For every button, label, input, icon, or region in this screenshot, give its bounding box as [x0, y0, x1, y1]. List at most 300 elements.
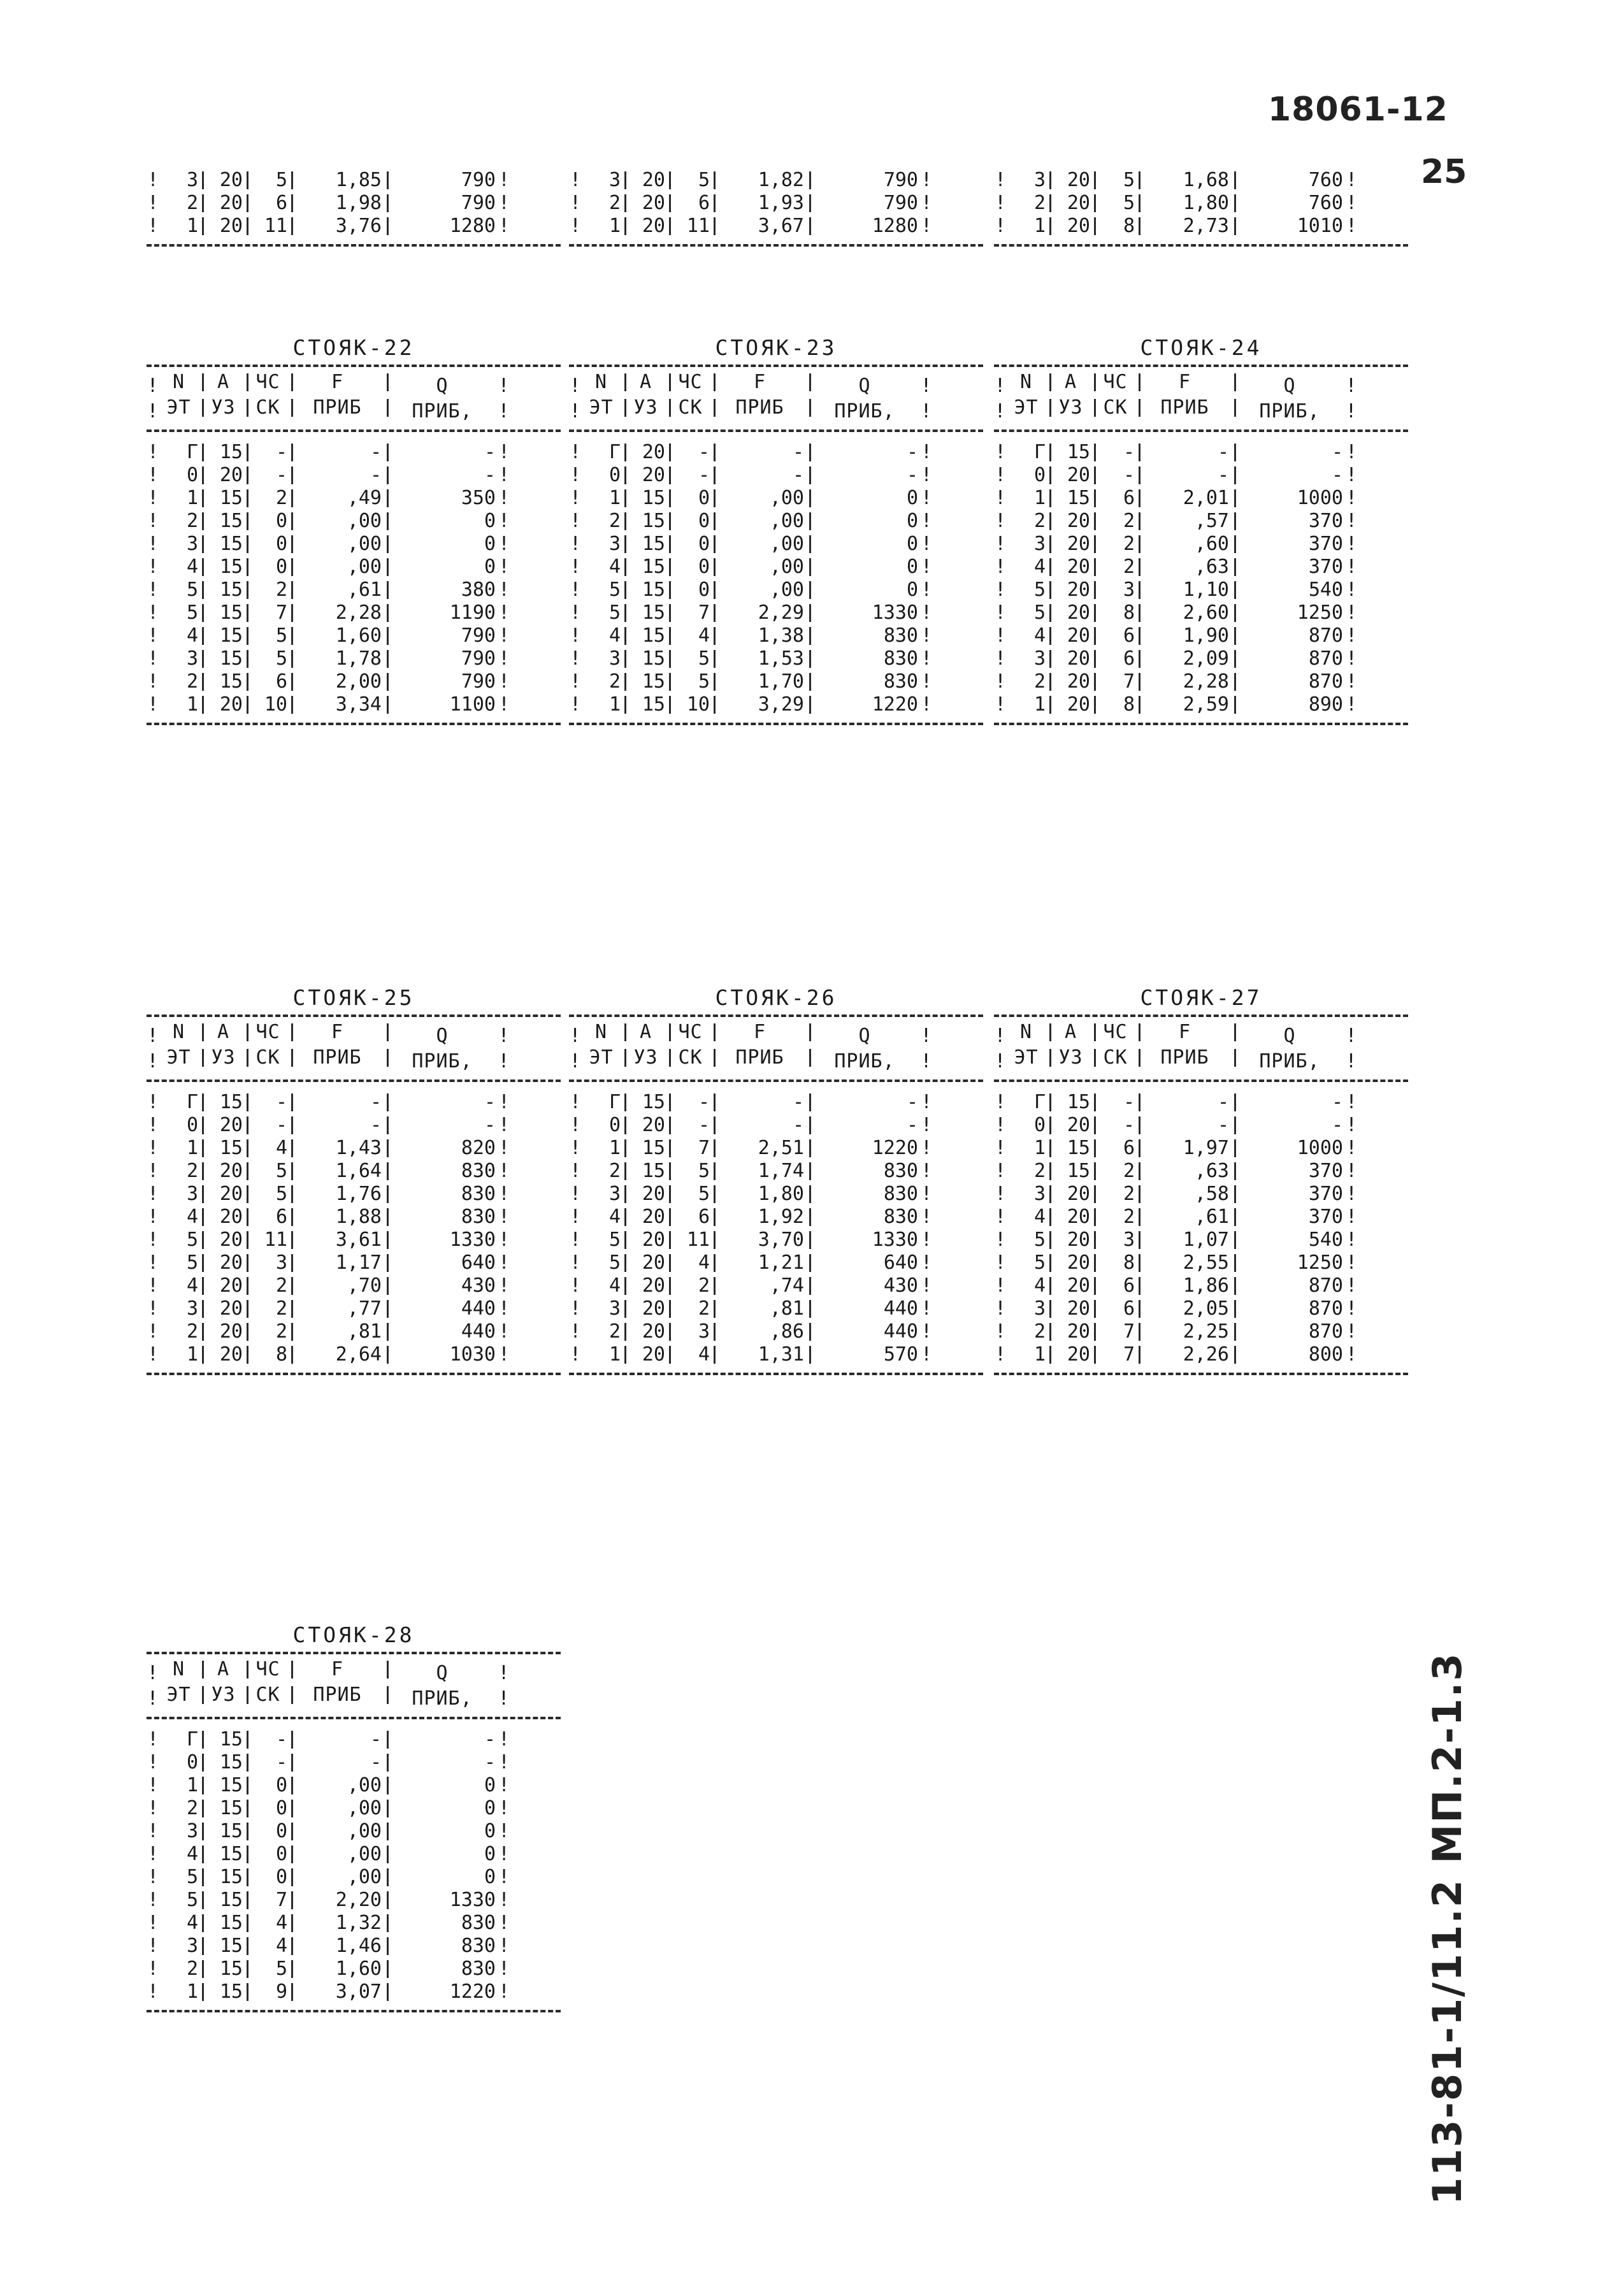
sections-cell: 7 [248, 1891, 293, 1909]
f-area-cell: 2,29 [716, 604, 811, 622]
table-row [569, 1114, 983, 1137]
row-bar-left: ! [569, 647, 582, 670]
row-bar-left: ! [994, 441, 1007, 463]
etazh-cell: N [159, 1661, 204, 1679]
sections-cell: 0 [671, 581, 716, 599]
row-bar-left: ! [994, 602, 1007, 624]
q-power-cell: 790 [461, 169, 496, 191]
sections-cell: 5 [248, 650, 293, 668]
dn-cell: 15 [204, 1094, 248, 1111]
q-power-cell: ПРИБ, [412, 1687, 473, 1710]
dn-cell: 20 [204, 1254, 248, 1272]
table-row [147, 441, 561, 464]
table-row [569, 1343, 983, 1366]
dn-cell: 15 [626, 1162, 671, 1180]
row-bar-right: ! [1345, 1274, 1358, 1297]
f-area-cell: 1,85 [293, 171, 389, 189]
row-bar-right: ! [1345, 556, 1358, 578]
table-fragment [569, 169, 983, 247]
dn-cell: 15 [204, 1823, 248, 1840]
etazh-cell: 2 [582, 1162, 626, 1180]
f-area-cell: ПРИБ [1140, 399, 1236, 417]
dn-cell: 20 [1051, 1116, 1096, 1134]
sections-cell: 3 [248, 1254, 293, 1272]
q-power-cell: 1280 [449, 215, 496, 237]
table-header-row [147, 1046, 561, 1074]
row-bar-left: ! [147, 533, 159, 555]
row-bar-right: ! [920, 1160, 933, 1182]
dn-cell: 15 [204, 627, 248, 645]
dn-cell: 20 [1051, 627, 1096, 645]
f-area-cell: 2,01 [1140, 489, 1236, 507]
table-row [147, 1091, 561, 1114]
table-row [569, 602, 983, 625]
q-power-cell: - [1331, 1114, 1343, 1136]
table-row [147, 1935, 561, 1958]
f-area-cell: ,00 [293, 1868, 389, 1886]
etazh-cell: 3 [1007, 171, 1051, 189]
table-row [994, 464, 1408, 487]
row-bar-right: ! [1345, 602, 1358, 624]
f-area-cell: 1,21 [716, 1254, 811, 1272]
row-bar-right: ! [1345, 1114, 1358, 1136]
table-row [569, 1252, 983, 1274]
row-bar-left: ! [147, 1050, 159, 1072]
table-row [147, 1889, 561, 1912]
sections-cell: СК [671, 1049, 716, 1067]
q-power-cell: - [906, 1114, 918, 1136]
sections-cell: 4 [671, 1254, 716, 1272]
table-header-row [994, 373, 1408, 399]
dn-cell: А [204, 373, 248, 391]
etazh-cell: 2 [1007, 1162, 1051, 1180]
row-bar-right: ! [920, 1297, 933, 1320]
dn-cell: 15 [204, 1139, 248, 1157]
row-bar-left: ! [994, 1050, 1007, 1072]
row-bar-left: ! [994, 1025, 1007, 1047]
dn-cell: 20 [626, 444, 671, 461]
row-bar-right: ! [1345, 579, 1358, 601]
sections-cell: - [671, 1116, 716, 1134]
f-area-cell: ,00 [293, 535, 389, 553]
row-bar-right: ! [920, 487, 933, 509]
sections-cell: 2 [671, 1300, 716, 1318]
sections-cell: 5 [248, 1162, 293, 1180]
f-area-cell: 3,61 [293, 1231, 389, 1249]
row-bar-left: ! [147, 602, 159, 624]
sections-cell: 8 [1096, 696, 1140, 714]
table-header [147, 1017, 561, 1079]
dn-cell: 20 [204, 1208, 248, 1226]
q-power-cell: 0 [484, 1774, 496, 1796]
f-area-cell: ПРИБ [293, 1049, 389, 1067]
f-area-cell: 1,32 [293, 1914, 389, 1932]
f-area-cell: 2,64 [293, 1346, 389, 1364]
etazh-cell: 5 [159, 1891, 204, 1909]
dn-cell: 15 [626, 604, 671, 622]
f-area-cell: 2,09 [1140, 650, 1236, 668]
row-bar-right: ! [1345, 215, 1358, 237]
q-power-cell: 640 [461, 1252, 496, 1274]
sections-cell: 5 [248, 1185, 293, 1203]
row-bar-right: ! [498, 1728, 510, 1751]
table-row [994, 1252, 1408, 1274]
q-power-cell: Q [436, 1025, 449, 1047]
sections-cell: 8 [248, 1346, 293, 1364]
dn-cell: 15 [204, 1754, 248, 1772]
row-bar-right: ! [498, 670, 510, 693]
dashed-divider [569, 1373, 983, 1375]
row-bar-left: ! [147, 556, 159, 578]
table-row [994, 169, 1408, 192]
row-bar-left: ! [147, 693, 159, 716]
etazh-cell: 3 [1007, 1185, 1051, 1203]
table-row [569, 1274, 983, 1297]
dn-cell: 15 [204, 535, 248, 553]
sections-cell: 6 [1096, 1300, 1140, 1318]
q-power-cell: 830 [461, 1206, 496, 1228]
f-area-cell: 1,38 [716, 627, 811, 645]
sections-cell: 10 [671, 696, 716, 714]
f-area-cell: ,00 [716, 535, 811, 553]
etazh-cell: 5 [159, 604, 204, 622]
f-area-cell: 1,97 [1140, 1139, 1236, 1157]
q-power-cell: 1250 [1297, 1252, 1343, 1274]
etazh-cell: 2 [159, 1323, 204, 1341]
etazh-cell: 1 [1007, 1346, 1051, 1364]
q-power-cell: 1330 [449, 1229, 496, 1251]
sections-cell: - [671, 444, 716, 461]
row-bar-left: ! [994, 1206, 1007, 1228]
q-power-cell: - [1331, 464, 1343, 486]
sections-cell: 2 [248, 1323, 293, 1341]
row-bar-left: ! [994, 400, 1007, 422]
table-row [994, 579, 1408, 602]
sections-cell: ЧС [248, 373, 293, 391]
etazh-cell: 3 [159, 1823, 204, 1840]
row-bar-right: ! [498, 1320, 510, 1343]
row-bar-left: ! [994, 579, 1007, 601]
dn-cell: 20 [204, 1323, 248, 1341]
row-bar-right: ! [1345, 1137, 1358, 1159]
row-bar-left: ! [147, 670, 159, 693]
row-bar-left: ! [147, 1229, 159, 1251]
table-row [147, 625, 561, 647]
etazh-cell: 1 [159, 489, 204, 507]
row-bar-right: ! [920, 1050, 933, 1072]
row-bar-left: ! [569, 1114, 582, 1136]
f-area-cell: ,74 [716, 1277, 811, 1295]
table-row [994, 1091, 1408, 1114]
f-area-cell: 2,73 [1140, 217, 1236, 235]
f-area-cell: 2,28 [1140, 673, 1236, 691]
etazh-cell: 5 [582, 581, 626, 599]
table-row [147, 1206, 561, 1229]
table-header-row [569, 373, 983, 399]
q-power-cell: 870 [1308, 670, 1343, 693]
dn-cell: УЗ [204, 1686, 248, 1704]
row-bar-right: ! [920, 1183, 933, 1205]
row-bar-right: ! [498, 1137, 510, 1159]
row-bar-right: ! [498, 441, 510, 463]
etazh-cell: Г [1007, 1094, 1051, 1111]
f-area-cell: 2,25 [1140, 1323, 1236, 1341]
q-power-cell: 830 [461, 1935, 496, 1957]
dn-cell: 20 [626, 194, 671, 212]
etazh-cell: 4 [159, 1208, 204, 1226]
sections-cell: 2 [1096, 535, 1140, 553]
row-bar-right: ! [920, 693, 933, 716]
table-row [994, 1343, 1408, 1366]
sections-cell: 6 [1096, 489, 1140, 507]
etazh-cell: 3 [582, 1300, 626, 1318]
f-area-cell: ,00 [716, 489, 811, 507]
q-power-cell: 0 [906, 579, 918, 601]
etazh-cell: 5 [582, 1231, 626, 1249]
etazh-cell: 0 [1007, 466, 1051, 484]
table-row [569, 510, 983, 533]
row-bar-left: ! [569, 1050, 582, 1072]
sections-cell: 5 [671, 1185, 716, 1203]
table-header [994, 1017, 1408, 1079]
q-power-cell: 540 [1308, 1229, 1343, 1251]
q-power-cell: 0 [906, 510, 918, 532]
table-row [569, 192, 983, 215]
q-power-cell: 1100 [449, 693, 496, 716]
row-bar-left: ! [569, 1091, 582, 1113]
f-area-cell: 1,31 [716, 1346, 811, 1364]
f-area-cell: - [716, 1116, 811, 1134]
dashed-divider [147, 244, 561, 247]
dn-cell: 20 [204, 1300, 248, 1318]
dn-cell: 20 [626, 171, 671, 189]
table-row [569, 441, 983, 464]
etazh-cell: Г [159, 1731, 204, 1749]
q-power-cell: 0 [906, 533, 918, 555]
row-bar-left: ! [569, 579, 582, 601]
riser-table [569, 331, 983, 725]
page-number: 25 [1421, 153, 1467, 191]
table-row [994, 647, 1408, 670]
q-power-cell: - [906, 441, 918, 463]
dn-cell: 20 [1051, 1346, 1096, 1364]
q-power-cell: 1330 [872, 1229, 918, 1251]
f-area-cell: - [293, 1094, 389, 1111]
row-bar-right: ! [920, 1320, 933, 1343]
dn-cell: УЗ [1051, 1049, 1096, 1067]
sections-cell: 2 [248, 581, 293, 599]
riser-title: СТОЯК-22 [292, 335, 415, 360]
q-power-cell: 830 [883, 1183, 918, 1205]
dn-cell: 15 [626, 489, 671, 507]
dn-cell: 15 [204, 1914, 248, 1932]
row-bar-left: ! [147, 647, 159, 670]
etazh-cell: 5 [159, 1868, 204, 1886]
f-area-cell: 3,34 [293, 696, 389, 714]
row-bar-left: ! [994, 510, 1007, 532]
row-bar-right: ! [920, 579, 933, 601]
etazh-cell: 3 [159, 171, 204, 189]
etazh-cell: 4 [159, 1914, 204, 1932]
f-area-cell: 1,82 [716, 171, 811, 189]
table-row [569, 464, 983, 487]
dashed-divider [147, 723, 561, 725]
sections-cell: - [1096, 444, 1140, 461]
etazh-cell: 3 [1007, 650, 1051, 668]
f-area-cell: ,81 [716, 1300, 811, 1318]
etazh-cell: 1 [159, 1139, 204, 1157]
q-power-cell: 0 [906, 487, 918, 509]
dn-cell: 20 [626, 466, 671, 484]
row-bar-right: ! [920, 1343, 933, 1366]
sections-cell: 0 [248, 1800, 293, 1817]
dn-cell: 15 [204, 1937, 248, 1955]
q-power-cell: 870 [1308, 625, 1343, 647]
q-power-cell: ПРИБ, [1259, 400, 1320, 422]
table-row [147, 1843, 561, 1866]
f-area-cell: F [1140, 373, 1236, 391]
row-bar-right: ! [1345, 1050, 1358, 1072]
row-bar-left: ! [147, 464, 159, 486]
row-bar-left: ! [569, 1229, 582, 1251]
row-bar-left: ! [994, 192, 1007, 214]
q-power-cell: 540 [1308, 579, 1343, 601]
table-row [569, 1229, 983, 1252]
row-bar-left: ! [147, 441, 159, 463]
table-row [147, 1728, 561, 1751]
f-area-cell: 1,80 [716, 1185, 811, 1203]
etazh-cell: 4 [1007, 627, 1051, 645]
f-area-cell: 3,07 [293, 1983, 389, 2001]
f-area-cell: - [716, 444, 811, 461]
f-area-cell: 1,17 [293, 1254, 389, 1272]
table-row [147, 533, 561, 556]
f-area-cell: ,00 [293, 1823, 389, 1840]
row-bar-right: ! [1345, 1091, 1358, 1113]
q-power-cell: 870 [1308, 1320, 1343, 1343]
row-bar-right: ! [920, 1114, 933, 1136]
etazh-cell: 1 [159, 696, 204, 714]
row-bar-right: ! [1345, 441, 1358, 463]
q-power-cell: ПРИБ, [1259, 1050, 1320, 1072]
table-row [569, 1183, 983, 1206]
etazh-cell: ЭТ [159, 1049, 204, 1067]
row-bar-right: ! [920, 1206, 933, 1228]
row-bar-left: ! [147, 1935, 159, 1957]
sections-cell: 0 [248, 558, 293, 576]
row-bar-right: ! [498, 1252, 510, 1274]
table-row [147, 1274, 561, 1297]
etazh-cell: 3 [159, 535, 204, 553]
row-bar-right: ! [920, 169, 933, 191]
sections-cell: - [248, 1754, 293, 1772]
sections-cell: ЧС [1096, 373, 1140, 391]
row-bar-left: ! [994, 1297, 1007, 1320]
etazh-cell: 0 [159, 466, 204, 484]
riser-table [147, 1619, 561, 2012]
etazh-cell: 0 [1007, 1116, 1051, 1134]
sections-cell: 5 [671, 650, 716, 668]
q-power-cell: 1330 [872, 602, 918, 624]
row-bar-left: ! [569, 533, 582, 555]
row-bar-left: ! [147, 1320, 159, 1343]
etazh-cell: ЭТ [1007, 399, 1051, 417]
row-bar-right: ! [1345, 670, 1358, 693]
row-bar-left: ! [994, 1183, 1007, 1205]
q-power-cell: - [484, 1728, 496, 1751]
q-power-cell: 830 [461, 1958, 496, 1980]
row-bar-right: ! [498, 1774, 510, 1796]
row-bar-right: ! [1345, 375, 1358, 397]
table-header-row [994, 396, 1408, 424]
f-area-cell: - [293, 466, 389, 484]
table-row [147, 1774, 561, 1797]
sections-cell: СК [248, 1686, 293, 1704]
q-power-cell: 870 [1308, 1274, 1343, 1297]
row-bar-left: ! [569, 441, 582, 463]
row-bar-left: ! [147, 1252, 159, 1274]
row-bar-left: ! [147, 1297, 159, 1320]
f-area-cell: 2,51 [716, 1139, 811, 1157]
q-power-cell: Q [436, 375, 449, 397]
etazh-cell: 4 [582, 1277, 626, 1295]
etazh-cell: Г [159, 1094, 204, 1111]
etazh-cell: 2 [159, 1162, 204, 1180]
sections-cell: 5 [248, 171, 293, 189]
row-bar-left: ! [147, 215, 159, 237]
table-row [569, 1297, 983, 1320]
row-bar-left: ! [147, 1866, 159, 1888]
row-bar-left: ! [147, 1206, 159, 1228]
dn-cell: 20 [1051, 535, 1096, 553]
q-power-cell: 830 [883, 1206, 918, 1228]
q-power-cell: ПРИБ, [412, 400, 473, 422]
etazh-cell: 2 [582, 1323, 626, 1341]
f-area-cell: 1,80 [1140, 194, 1236, 212]
row-bar-right: ! [498, 533, 510, 555]
row-bar-right: ! [498, 192, 510, 214]
q-power-cell: 790 [461, 670, 496, 693]
q-power-cell: 370 [1308, 556, 1343, 578]
f-area-cell: 1,93 [716, 194, 811, 212]
q-power-cell: 870 [1308, 1297, 1343, 1320]
etazh-cell: ЭТ [159, 399, 204, 417]
dn-cell: 20 [1051, 466, 1096, 484]
q-power-cell: - [484, 1091, 496, 1113]
f-area-cell: ,00 [293, 1800, 389, 1817]
table-row [147, 1183, 561, 1206]
etazh-cell: 1 [1007, 489, 1051, 507]
q-power-cell: 1220 [449, 1981, 496, 2003]
dn-cell: 20 [626, 1300, 671, 1318]
row-bar-right: ! [920, 464, 933, 486]
row-bar-right: ! [498, 464, 510, 486]
q-power-cell: 440 [883, 1320, 918, 1343]
row-bar-left: ! [569, 625, 582, 647]
etazh-cell: ЭТ [1007, 1049, 1051, 1067]
sections-cell: ЧС [1096, 1023, 1140, 1041]
row-bar-left: ! [147, 192, 159, 214]
q-power-cell: 370 [1308, 1183, 1343, 1205]
f-area-cell: ,81 [293, 1323, 389, 1341]
dn-cell: 20 [204, 1185, 248, 1203]
sections-cell: 0 [671, 535, 716, 553]
table-row [994, 215, 1408, 238]
table-row [147, 1958, 561, 1981]
row-bar-left: ! [994, 1160, 1007, 1182]
sections-cell: 2 [248, 1300, 293, 1318]
row-bar-right: ! [1345, 1025, 1358, 1047]
